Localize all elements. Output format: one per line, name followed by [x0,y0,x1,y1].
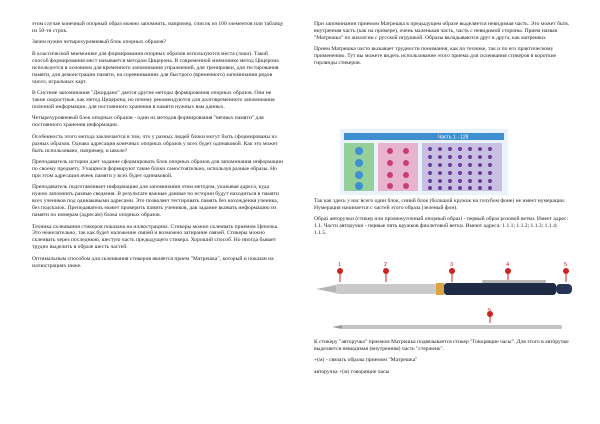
pen-clip [482,280,546,283]
paragraph: Четырехуровневый блок опорных образов - один из методов формирования "вечных памяти" для постоянного хранения информации. [32,115,264,129]
refill-tip [332,325,342,329]
diagram-circle [355,147,363,155]
pen-cap-end [556,284,572,294]
paragraph: Преподаватель подготавливает информацию для запоминания этим методом, указывая адреса, куда нужно запомнить разные сведения. В результате важные данные по истории будут находиться в памяти всех учеников под одинаковыми адресами. Это позволяет тестировать память без нахождения ученика, без подсказок. Преподаватель может проверить память учеников, дав задание вызвать информацию из памяти по номерам (адресам) блока опорных образов. [32,184,279,218]
diagram-circle [355,159,363,167]
block-diagram-image [340,129,508,195]
paragraph: Преподаватель истории дает задание сформировать блок опорных образов для запоминания информации по своему предмету. Учащиеся формируют такие блоки самостоятельно, используя разные образы. Но при этом адресация ячеек памяти у всех будет одинаковой. [32,159,283,179]
pen-image [312,262,584,312]
pen-barrel-silver [336,284,436,294]
diagram-circle [387,148,393,154]
diagram-header: Часть 1 - 128 [438,134,469,141]
paragraph: Особенность этого метода заключается в том, что у разных людей блоки могут быть сформированы из разных образов. Однако адресация конечных опорных образов у всех будет одинаковой. Как это может быть использовано, например, в школе? [32,133,278,154]
diagram-circle [387,172,393,178]
right-column-mid [314,198,570,242]
diagram-circle [403,172,409,178]
diagram-circle [355,182,363,190]
pen-barrel-dark [444,283,556,295]
paragraph: К стикеру "авторучка" приемом Матрешка подвязывается стикер "Говорящие часы". Для этого в авторучке выделяется невидимая (внутренняя) часть "стержень". [314,339,569,352]
diagram-circle [403,160,409,166]
pen-number: 4 [506,262,510,268]
paragraph: В Системе запоминания "Джордано" дается другие методы формирования опорных образов. Они не такие скоростные, как метод Цицерона, но почему рекомендуются для долговременного запоминания полезной информации, для постоянного хранения в памяти нужных вам данных. [32,90,275,110]
paragraph: Оптимальным способом для склеивания стикеров является прием "Матрешка", который и показан на иллюстрациях ниже. [32,255,274,269]
refill-body [342,325,562,329]
diagram-header-bar [344,133,504,140]
pen-ring [436,283,444,295]
pen-tip [316,285,336,293]
diagram-circle [403,183,409,189]
paragraph: авторучка +(м) говорящие часы [314,368,390,375]
right-column-top [314,21,570,72]
diagram-circle [403,148,409,154]
diagram-rows [344,143,502,191]
paragraph: Зачем нужен четырехуровневый блок опорных образов? [32,39,167,46]
pink-column [378,143,418,191]
paragraph: +(м) - связать образы приемом "Матрешка" [314,357,418,364]
right-column-bottom [314,339,570,380]
pen-number: 3 [450,262,454,268]
paragraph: этом случае конечный опорный образ можно запомнить, например, список из 100 элементов или таблицу из 50-ти строк. [32,21,284,34]
paragraph: При запоминании приемом Матрешка в предыдущем образе выделяется невидимая часть. Это может быть внутренняя часть (как на примере), очень маленькая часть, часть с невидимой стороны. Прием назван "Матрешка" по аналогии с русской игрушкой. Образы вкладываются друг в друга, как матрешки. [314,21,569,41]
paragraph: В классической мнемонике для формирования опорных образов используются места (локи). Такой способ формирования мест называется методом Цицерона. В современной мнемонике метод Цицерона используется в основном для временного запоминания упражнений, для тренировки, для тестирования памяти, для демонстрации памяти, на соревнованиях для быстрого (временного) запоминания рядов чисел, игральных карт. [32,50,279,85]
paragraph: Образ авторучки (стикер или промежуточный опорный образ) - первый образ розовой ветки. Имеет адрес: 1.1. Части авторучки - первые пять кружков фиолетовой ветки. Имеют адреса: 1.1.1; 1.1.2; 1.1.3; 1.1.4; 1.1.5. [314,216,569,237]
paragraph: Так как здесь у нас всего один блок, синий блок (большой кружок на голубом фоне) не имеет нумерации. Нумерация начинается с частей этого образа (зеленый фон). [314,198,566,211]
diagram-circle [355,171,363,179]
left-column [32,21,284,274]
diagram-circle [387,183,393,189]
refill-image [312,308,584,334]
paragraph: Прием Матрешка часто вызывает трудности понимания, как по технике, так и по его практическому применению. Тут вы можете видеть использование этого приема для склеивания стикеров в короткие гирлянды стикеров. [314,46,557,67]
paragraph: Техника склеивания стикеров показана на иллюстрациях. Стикеры можно склеивать приемом Цепочка. Это нежелательно, так как будет наложение связей и возможно затирание связей. Стикеры можно склеивать через последнюю, шестую часть предыдущего стикера. Хороший способ. Но иногда бывает трудно выделить в образе шесть частей. [32,223,279,251]
pen-number: 2 [384,262,388,268]
diagram-circle [387,160,393,166]
pen-number: 1 [338,262,342,268]
pen-number: 5 [564,262,568,268]
refill-number: 6 [488,308,492,313]
